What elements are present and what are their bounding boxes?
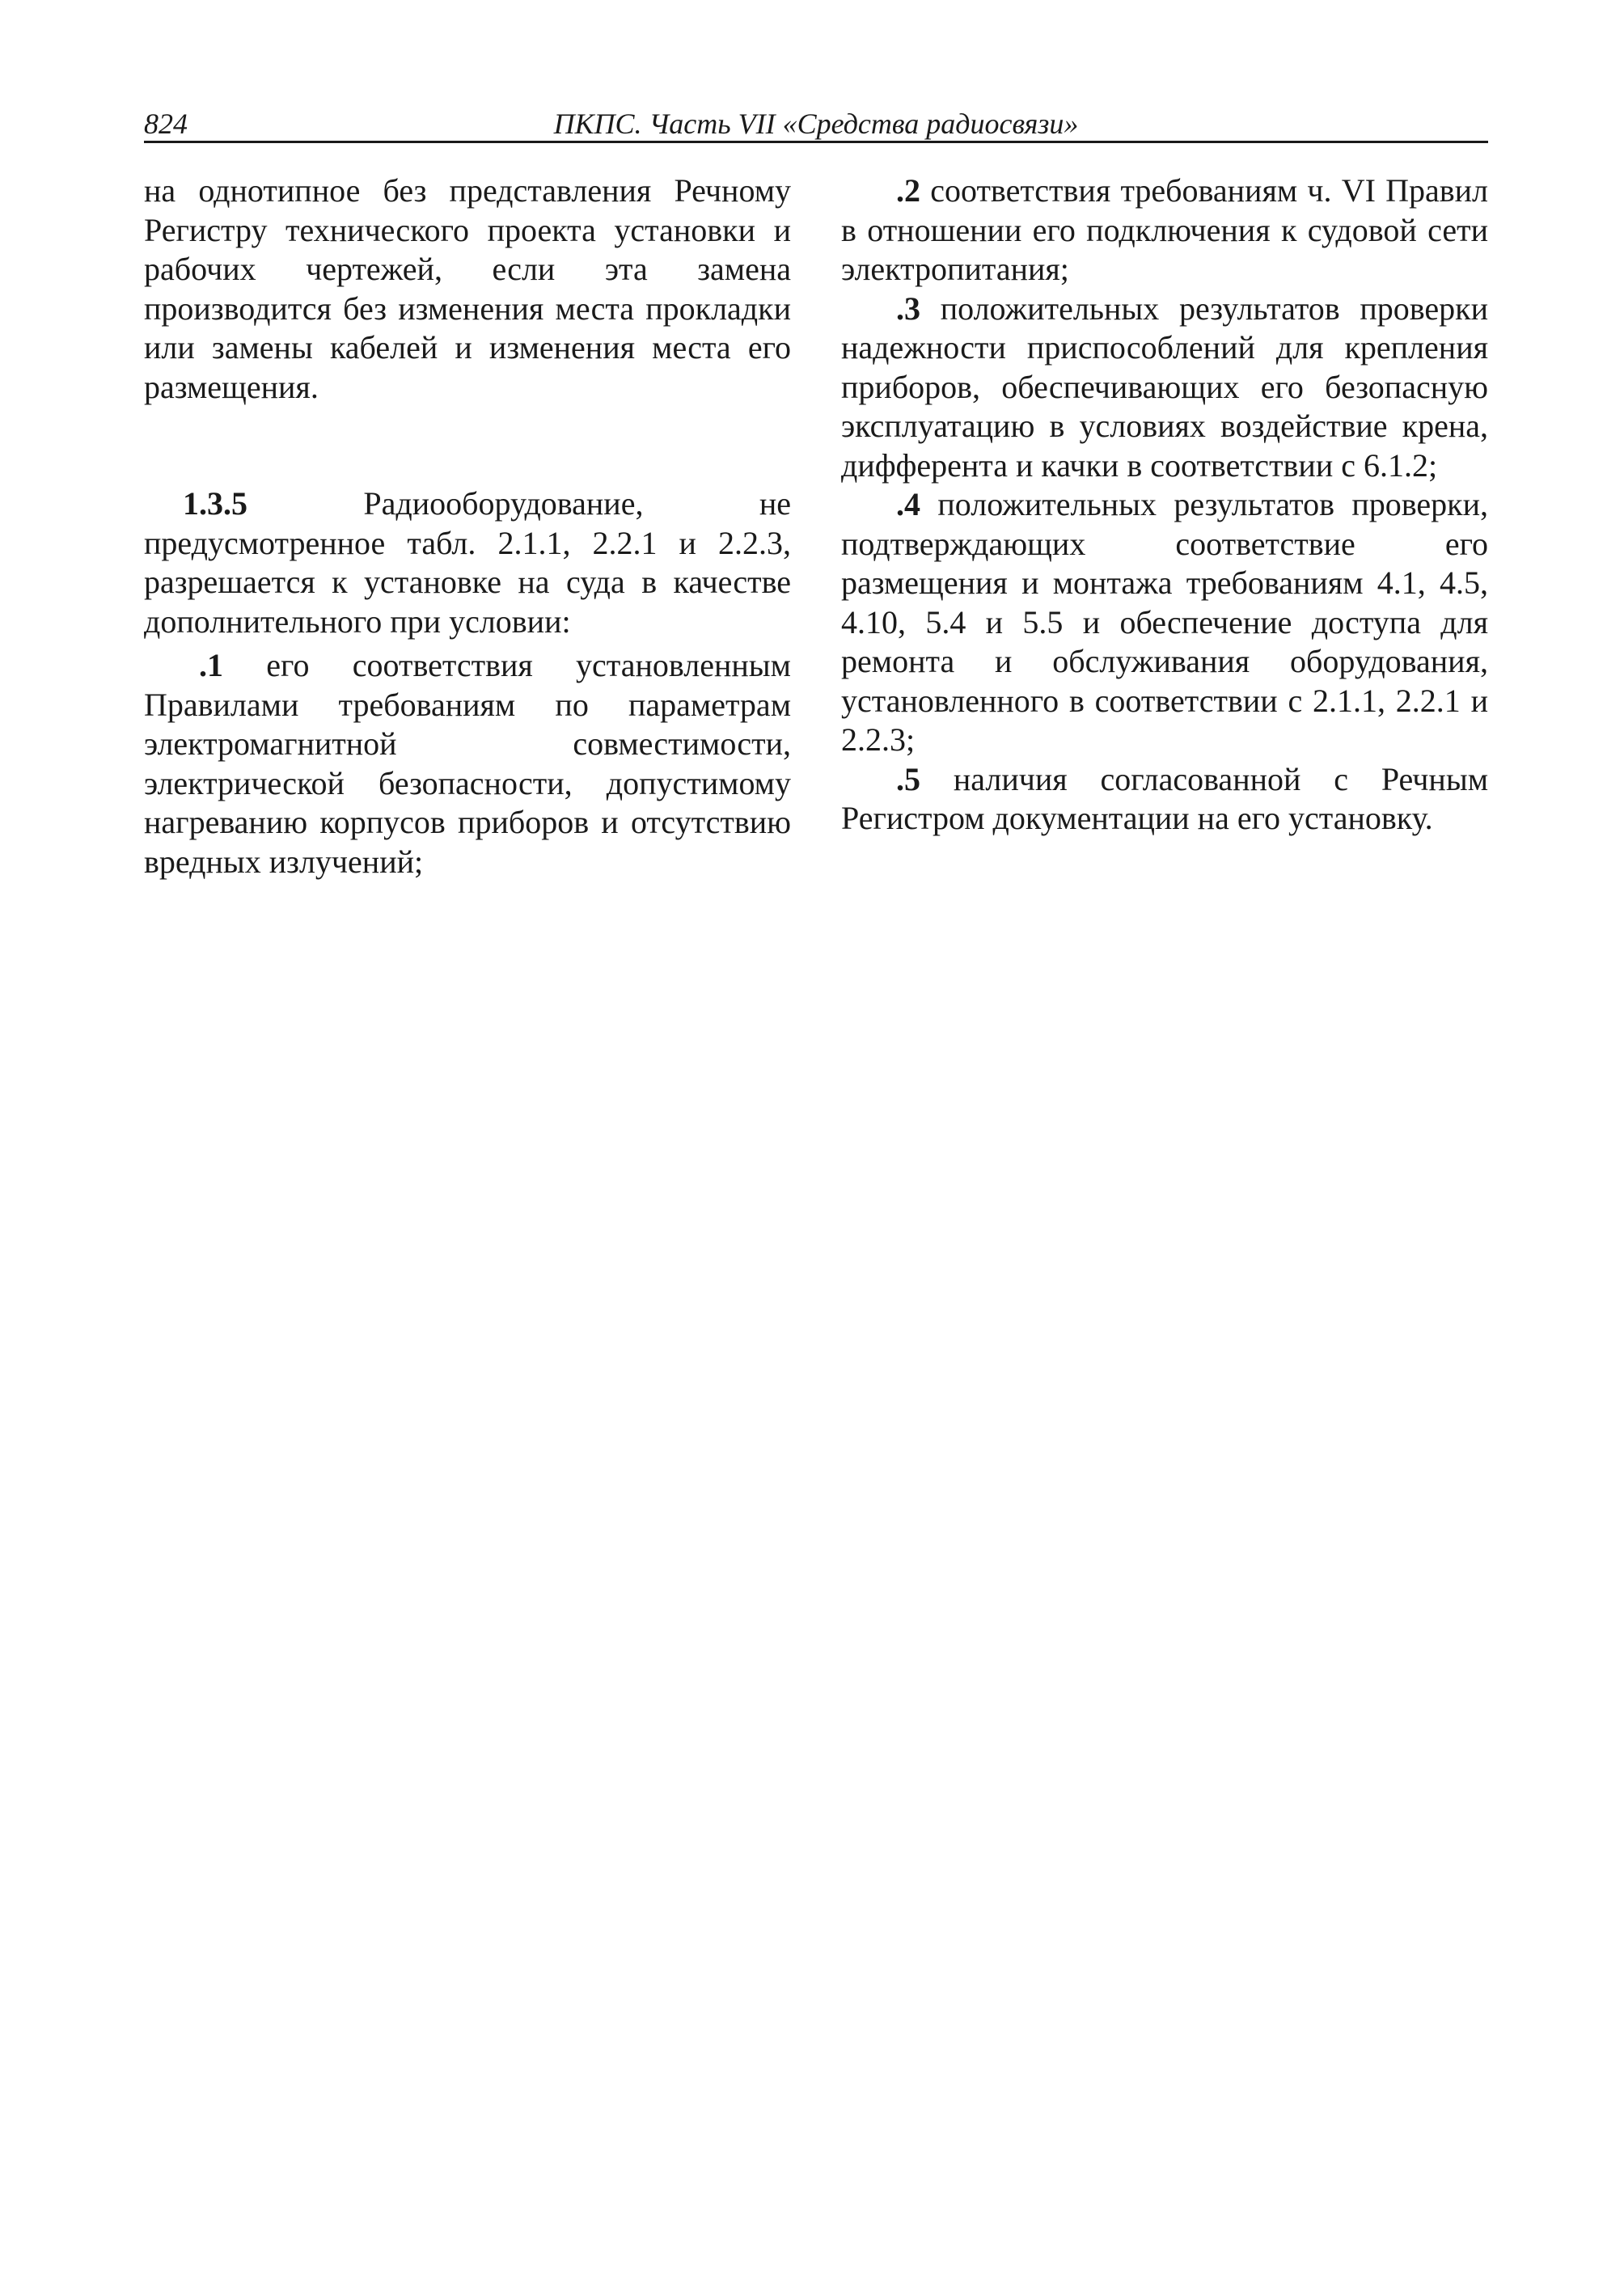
running-title: ПКПС. Часть VII «Средства радиосвязи» [553, 108, 1079, 140]
section-1-3-5-paragraph [144, 484, 791, 641]
list-item-2-text: соответствия требованиям ч. VI Правил в отношении его подключения к судовой сети электропитания; [841, 172, 1489, 287]
list-item-5-number: .5 [896, 760, 920, 797]
list-item-5 [841, 760, 1488, 839]
page-header [144, 104, 1488, 143]
list-item-3-text: положительных результатов проверки надежности приспособлений для крепления приборов, обеспечивающих его безопасную эксплуатацию в условиях воздействие крена, дифферента и качки в соответствии с 6.1.2; [841, 290, 1488, 484]
list-item-3 [841, 290, 1488, 486]
section-number: 1.3.5 [183, 485, 247, 522]
list-item-4-number: .4 [896, 486, 920, 522]
list-item-1 [144, 646, 791, 881]
list-item-4 [841, 485, 1488, 760]
list-item-1-number: .1 [199, 647, 223, 683]
right-column [841, 171, 1488, 839]
list-item-5-text: наличия согласованной с Речным Регистром документации на его установку. [841, 760, 1489, 836]
section-text: Радиооборудование, не предусмотренное табл. 2.1.1, 2.2.1 и 2.2.3, разрешается к установке на суда в качестве дополнительного при условии: [144, 485, 791, 640]
list-item-3-number: .3 [896, 290, 920, 327]
page-number: 824 [144, 108, 188, 140]
left-column [144, 171, 791, 881]
continuation-paragraph: на однотипное без представления Речному Регистру технического проекта установки и рабочих чертежей, если эта замена производится без изменения места прокладки или замены кабелей и изменения места его размещения. [144, 172, 791, 405]
list-item-1-text: его соответствия установленным Правилами требованиям по параметрам электромагнитной совместимости, электрической безопасности, допустимому нагреванию корпусов приборов и отсутствию вредных излучений; [144, 647, 791, 880]
list-item-2-number: .2 [896, 172, 920, 209]
list-item-4-text: положительных результатов проверки, подтверждающих соответствие его размещения и монтажа требованиям 4.1, 4.5, 4.10, 5.4 и 5.5 и обеспечение доступа для ремонта и обслуживания оборудования, установленного в соответствии с 2.1.1, 2.2.1 и 2.2.3; [841, 486, 1488, 758]
list-item-2 [841, 171, 1488, 290]
